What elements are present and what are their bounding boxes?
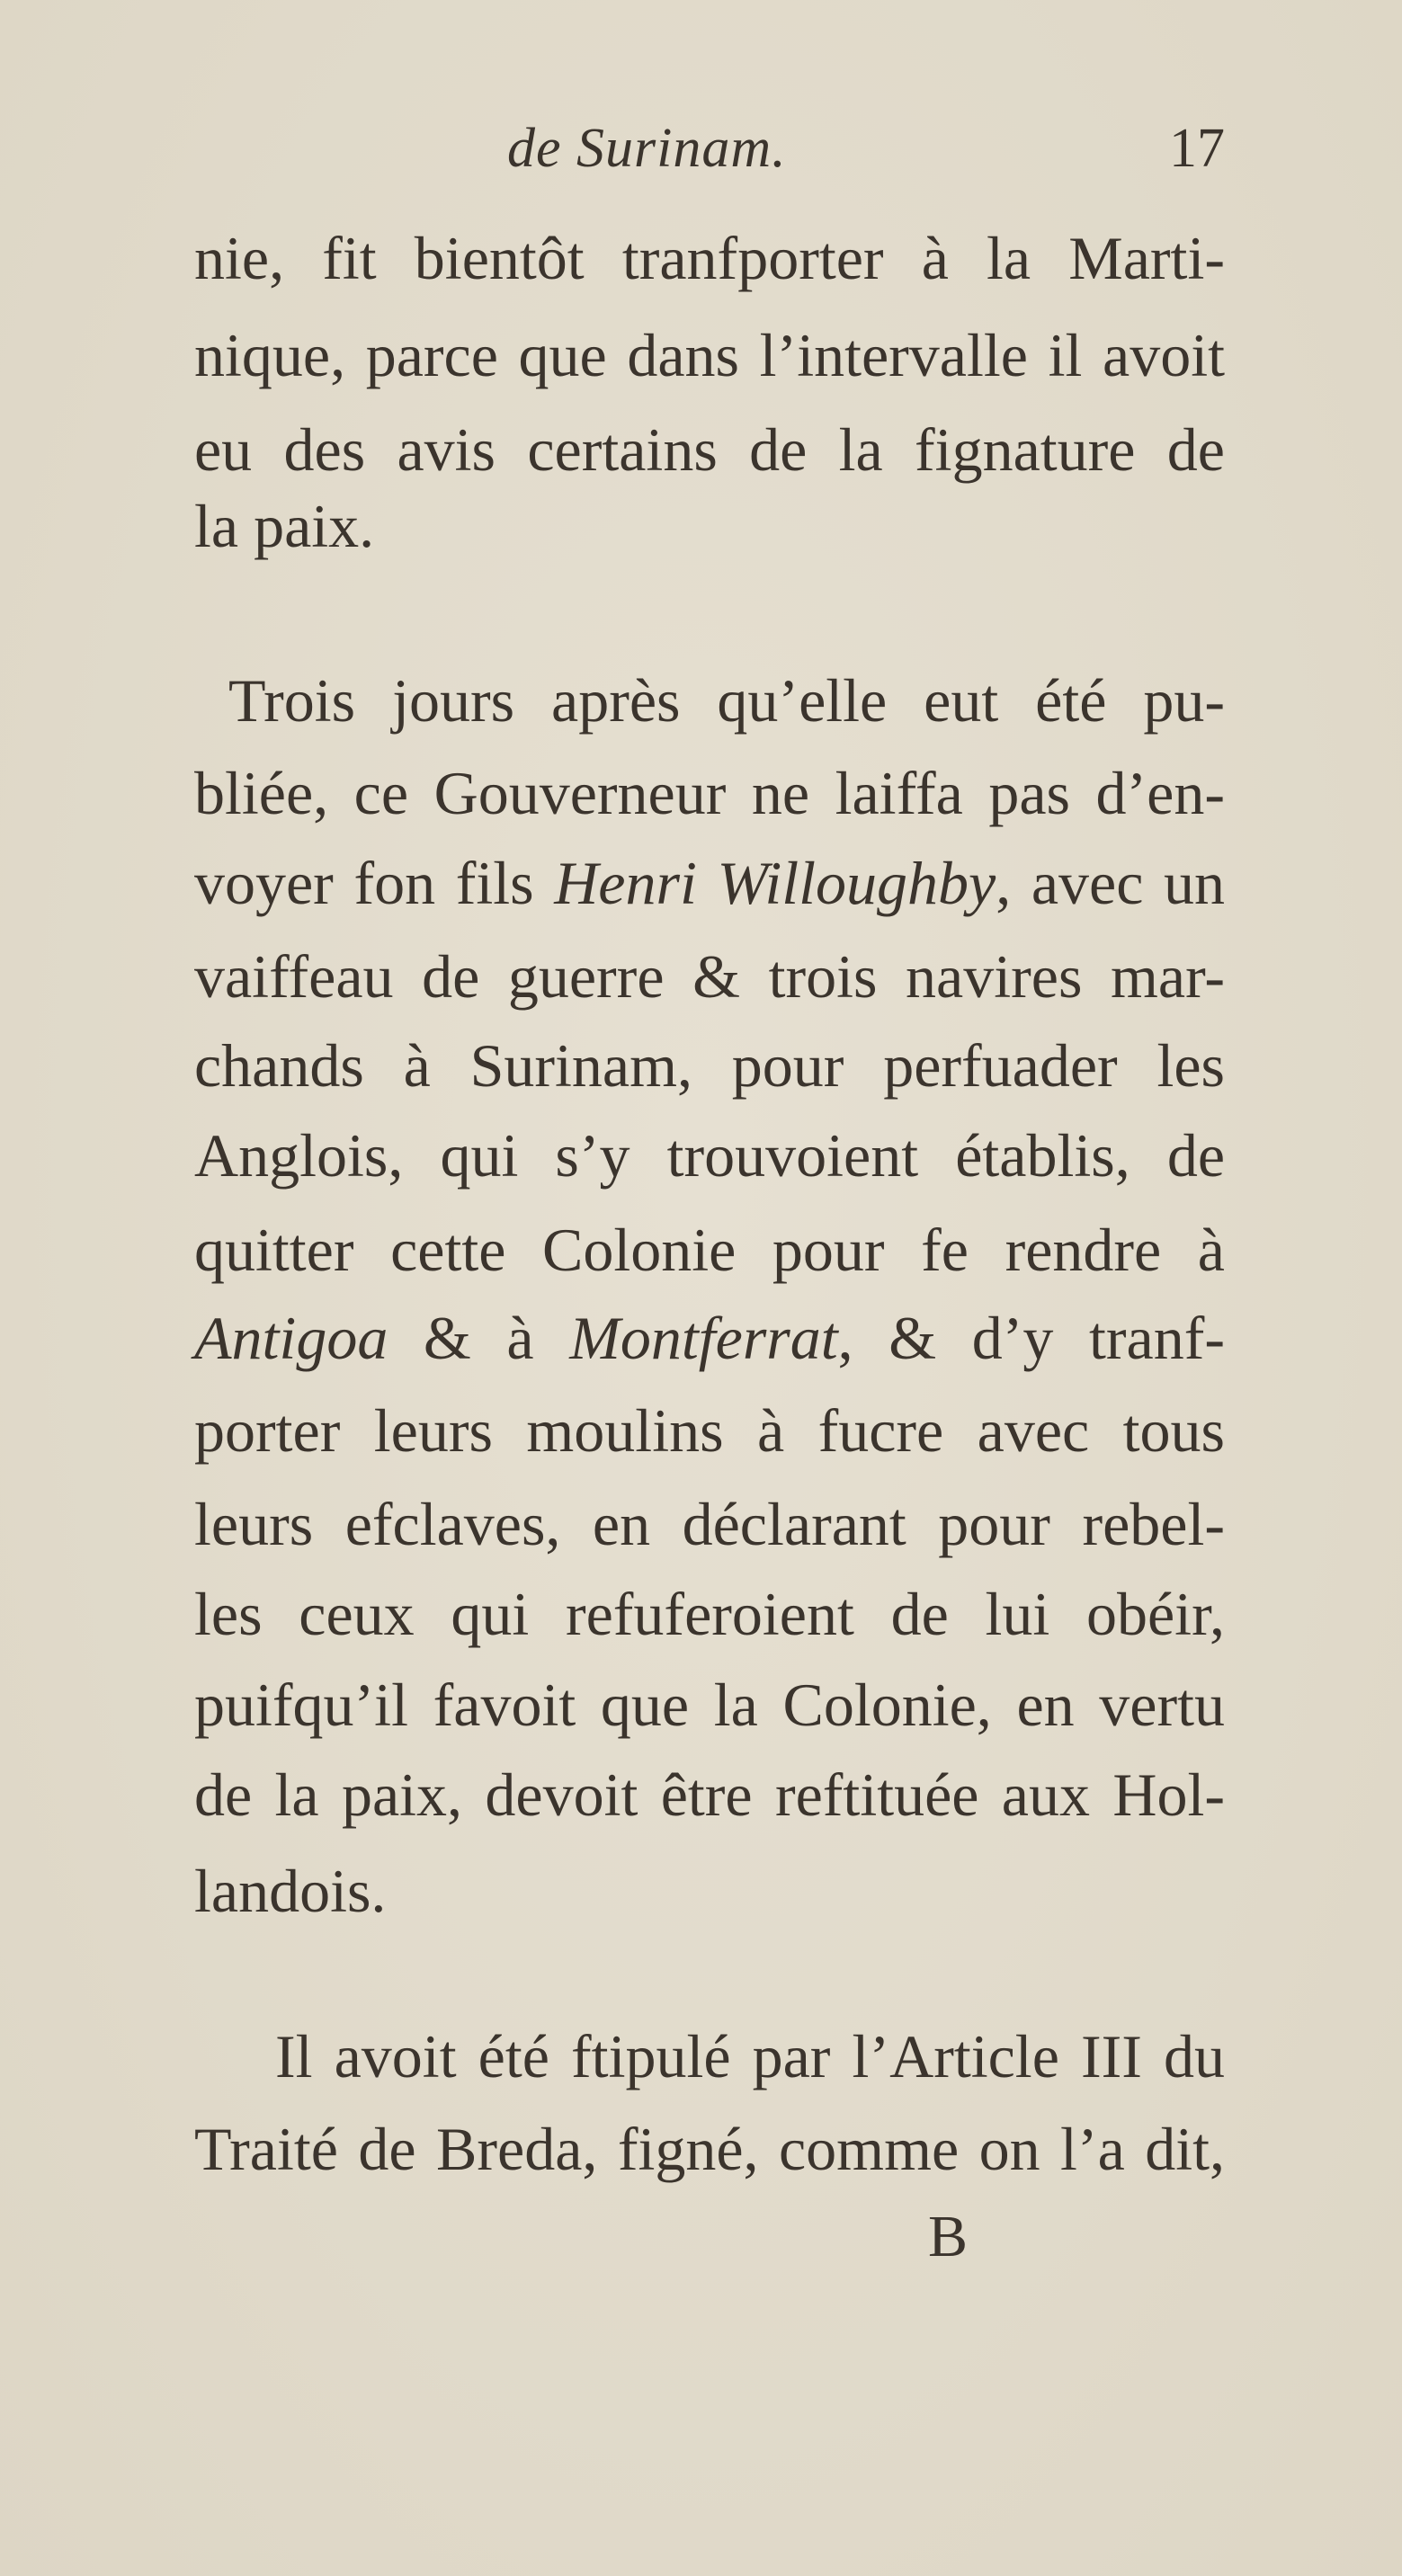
text-segment: Anglois, qui s’y trouvoient établis, de xyxy=(194,1121,1225,1190)
text-line xyxy=(194,1214,1225,1286)
text-line xyxy=(228,664,1225,736)
text-line xyxy=(194,1030,1225,1101)
text-segment: de la paix, devoit être reftituée aux Hol- xyxy=(194,1760,1225,1829)
italic-name: Henri Willoughby xyxy=(554,849,996,917)
text-line xyxy=(194,1302,1225,1374)
text-line xyxy=(194,319,1225,391)
text-segment: Trois jours après qu’elle eut été pu- xyxy=(228,666,1225,735)
text-segment: leurs efclaves, en déclarant pour rebel- xyxy=(194,1490,1225,1558)
signature-mark: B xyxy=(928,2204,969,2269)
text-segment: la paix. xyxy=(194,492,375,560)
text-line xyxy=(194,1488,1225,1560)
text-line xyxy=(194,847,1225,919)
text-line xyxy=(194,757,1225,829)
text-segment: quitter cette Colonie pour fe rendre à xyxy=(194,1216,1225,1284)
text-line xyxy=(194,1669,1225,1741)
text-segment: landois. xyxy=(194,1857,387,1925)
text-line xyxy=(194,1395,1225,1466)
italic-name: Antigoa xyxy=(194,1304,388,1372)
text-line xyxy=(194,414,1225,486)
text-segment: & à xyxy=(388,1304,570,1372)
text-segment: vaiffeau de guerre & trois navires mar- xyxy=(194,942,1225,1011)
text-segment: chands à Surinam, pour perfuader les xyxy=(194,1031,1225,1100)
text-segment: voyer fon fils xyxy=(194,849,555,917)
text-segment: eu des avis certains de la fignature de xyxy=(194,415,1225,484)
text-line xyxy=(194,490,1225,562)
text-line xyxy=(194,1119,1225,1191)
italic-name: Montferrat xyxy=(569,1304,838,1372)
page-header xyxy=(194,117,1225,189)
page-number: 17 xyxy=(1169,118,1225,179)
text-line xyxy=(194,1759,1225,1831)
text-line xyxy=(194,940,1225,1012)
text-line xyxy=(194,222,1225,294)
text-segment: nie, fit bientôt tranfporter à la Marti- xyxy=(194,224,1225,292)
text-line xyxy=(194,2113,1225,2185)
text-segment: , & d’y tranf- xyxy=(837,1304,1226,1372)
text-line xyxy=(194,1855,1225,1927)
text-segment: puifqu’il favoit que la Colonie, en vertu xyxy=(194,1671,1225,1739)
text-segment: bliée, ce Gouverneur ne laiffa pas d’en- xyxy=(194,759,1225,827)
text-segment: Il avoit été ftipulé par l’Article III du xyxy=(275,2022,1225,2090)
text-segment: , avec un xyxy=(996,849,1225,917)
text-line xyxy=(275,2020,1225,2092)
text-line xyxy=(194,1578,1225,1650)
text-segment: Traité de Breda, figné, comme on l’a dit, xyxy=(194,2115,1225,2183)
text-segment: les ceux qui refuferoient de lui obéir, xyxy=(194,1580,1225,1648)
text-segment: porter leurs moulins à fucre avec tous xyxy=(194,1396,1225,1465)
text-segment: nique, parce que dans l’intervalle il avoit xyxy=(194,321,1225,389)
running-title: de Surinam. xyxy=(507,118,787,179)
